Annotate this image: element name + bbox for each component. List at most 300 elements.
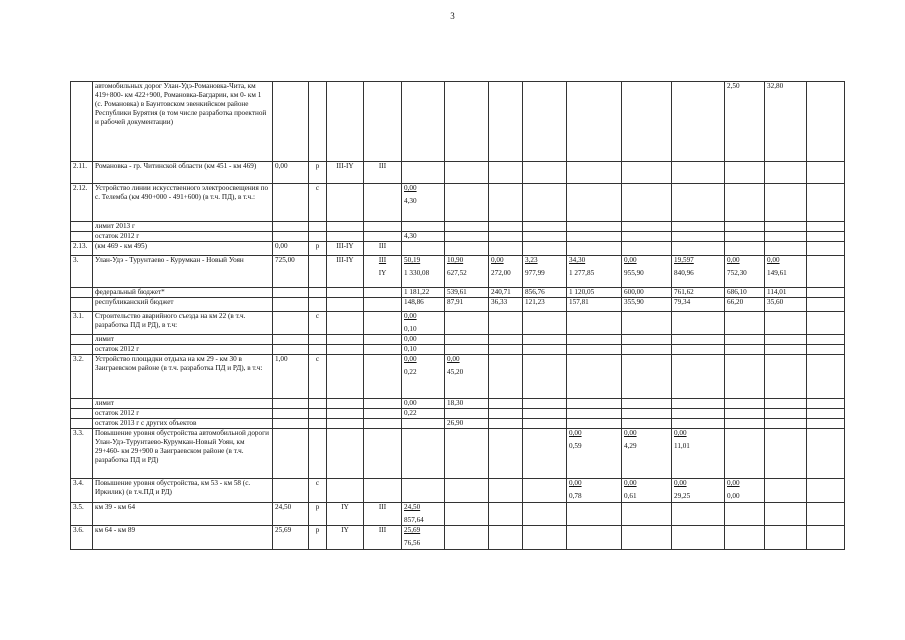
row-number [71,184,93,222]
value-cell-line: 10,90 [447,256,464,264]
value-cell [725,288,765,298]
row-type [309,298,327,312]
value-cell-line: 0,00 [727,256,740,264]
value-cell [807,222,845,232]
table-row [71,232,845,242]
row-number [71,526,93,550]
value-cell [807,312,845,335]
value-cell [445,232,489,242]
value-cell [402,335,445,345]
value-cell [765,503,807,526]
value-cell-line: 240,71 [491,288,511,296]
row-type [309,82,327,162]
value-cell [523,162,567,184]
value-cell [445,429,489,479]
value-cell [765,526,807,550]
value-cell [523,419,567,429]
table-row [71,399,845,409]
value-cell [807,184,845,222]
value-cell [489,355,523,399]
value-cell [672,298,725,312]
row-description-line: республиканский бюджет [95,298,174,306]
row-number [71,222,93,232]
row-class [364,399,402,409]
value-cell [807,526,845,550]
row-category [327,419,364,429]
value-cell [672,242,725,256]
row-type [309,222,327,232]
row-class [364,222,402,232]
value-cell-line: 761,62 [674,288,694,296]
row-category [327,242,364,256]
value-cell [402,409,445,419]
value-cell-line: 11,01 [674,442,690,450]
row-type [309,355,327,399]
value-cell [622,479,672,503]
value-cell [622,429,672,479]
row-class [364,82,402,162]
value-cell-line: 26,90 [447,419,464,427]
value-cell-line: 87,91 [447,298,464,306]
row-category [327,479,364,503]
value-cell [765,288,807,298]
row-type-line: р [315,526,320,534]
value-cell [523,82,567,162]
value-cell [672,419,725,429]
page-number: 3 [450,11,455,21]
row-category-line: III-IY [336,162,354,170]
value-cell [523,232,567,242]
value-cell [445,409,489,419]
row-type [309,335,327,345]
value-cell [765,82,807,162]
row-length-line: 1,00 [275,355,288,363]
value-cell [622,335,672,345]
value-cell [489,162,523,184]
value-cell [807,162,845,184]
row-number [71,419,93,429]
value-cell-line: 0,00 [404,355,417,363]
value-cell [622,409,672,419]
value-cell [489,298,523,312]
value-cell-line: 686,10 [727,288,747,296]
value-cell [672,162,725,184]
row-description [93,479,273,503]
value-cell [622,345,672,355]
value-cell [672,503,725,526]
row-description-line: км 64 - км 89 [95,526,136,534]
row-class [364,256,402,288]
value-cell [672,409,725,419]
row-type [309,312,327,335]
value-cell-line: 0,00 [569,479,582,487]
value-cell-line: 4,30 [404,232,417,240]
row-number-line: 3.6. [73,526,84,534]
value-cell [725,409,765,419]
value-cell [807,298,845,312]
row-number-line: 2.13. [73,242,88,250]
row-category [327,345,364,355]
value-cell [567,312,622,335]
value-cell [622,419,672,429]
row-type-line: с [315,184,320,192]
value-cell [489,256,523,288]
value-cell-line: 0,00 [404,312,417,320]
value-cell [725,345,765,355]
row-number-line: 2.12. [73,184,88,192]
row-class-line: III [378,256,387,264]
value-cell [523,335,567,345]
value-cell [445,184,489,222]
row-type-line: р [315,162,320,170]
value-cell [807,429,845,479]
value-cell [807,355,845,399]
value-cell [489,222,523,232]
row-type-line: с [315,355,320,363]
row-number [71,242,93,256]
value-cell [622,312,672,335]
value-cell [489,479,523,503]
value-cell [567,232,622,242]
row-number [71,335,93,345]
value-cell [672,184,725,222]
value-cell [567,242,622,256]
value-cell [523,288,567,298]
value-cell-line: 4,30 [404,197,417,205]
row-length [273,82,309,162]
value-cell [807,479,845,503]
value-cell-line: 24,50 [404,503,421,511]
value-cell-line: 114,01 [767,288,787,296]
row-category [327,409,364,419]
row-description [93,82,273,162]
row-category [327,82,364,162]
value-cell [489,419,523,429]
row-type [309,503,327,526]
row-number-line: 3.1. [73,312,84,320]
value-cell-line: 600,00 [624,288,644,296]
value-cell-line: 0,00 [674,429,687,437]
value-cell [725,298,765,312]
row-description-line: лимит [95,399,114,407]
row-description-line: Повышение уровня обустройства автомобильной дороги Улан-Удэ-Турунтаево-Курумкан-Новый Уоян, км 29+460- км 29+900 в Заиграевском районе (в т.ч. разработка ПД и РД) [95,429,269,464]
value-cell-line: 148,86 [404,298,424,306]
row-category [327,503,364,526]
value-cell [807,503,845,526]
value-cell [523,409,567,419]
row-number [71,162,93,184]
row-number [71,409,93,419]
row-category [327,399,364,409]
table-row [71,242,845,256]
row-class [364,345,402,355]
value-cell [807,256,845,288]
row-type-line: р [315,242,320,250]
value-cell [672,479,725,503]
row-length [273,355,309,399]
value-cell [567,82,622,162]
value-cell-line: 18,30 [447,399,464,407]
value-cell [672,399,725,409]
row-number-line: 3.5. [73,503,84,511]
value-cell [402,232,445,242]
value-cell [402,355,445,399]
value-cell [445,503,489,526]
value-cell [765,222,807,232]
value-cell [807,419,845,429]
value-cell [567,526,622,550]
table-body [71,82,845,550]
value-cell [672,232,725,242]
value-cell [725,479,765,503]
value-cell [402,242,445,256]
value-cell [402,429,445,479]
row-description-line: Улан-Удэ - Турунтаево - Курумкан - Новый Уоян [95,256,244,264]
value-cell [765,184,807,222]
row-length [273,312,309,335]
row-number [71,355,93,399]
row-length [273,288,309,298]
row-description [93,312,273,335]
value-cell [622,288,672,298]
row-class [364,503,402,526]
row-type [309,429,327,479]
value-cell [567,345,622,355]
row-length [273,298,309,312]
value-cell [445,419,489,429]
row-description [93,335,273,345]
value-cell [402,503,445,526]
value-cell [402,298,445,312]
table-row [71,479,845,503]
value-cell [765,298,807,312]
value-cell-line: 857,64 [404,516,424,524]
value-cell [445,479,489,503]
value-cell [489,232,523,242]
value-cell [489,184,523,222]
value-cell-line: 1 330,08 [404,269,430,277]
value-cell [523,355,567,399]
row-number [71,256,93,288]
value-cell-line: 1 120,05 [569,288,595,296]
value-cell [807,288,845,298]
value-cell [807,242,845,256]
row-class [364,162,402,184]
value-cell [523,526,567,550]
value-cell-line: 149,61 [767,269,787,277]
value-cell [489,335,523,345]
value-cell [445,222,489,232]
row-number [71,429,93,479]
value-cell-line: 0,78 [569,492,582,500]
row-number-line: 3.4. [73,479,84,487]
value-cell-line: 0,59 [569,442,582,450]
row-description [93,345,273,355]
row-length-line: 24,50 [275,503,292,511]
row-type-line: с [315,312,320,320]
row-class [364,526,402,550]
row-number-line: 3.3. [73,429,84,437]
row-type [309,184,327,222]
row-type [309,232,327,242]
value-cell [445,298,489,312]
value-cell [402,312,445,335]
row-number-line: 3.2. [73,355,84,363]
value-cell [445,399,489,409]
value-cell [523,503,567,526]
value-cell [765,232,807,242]
row-type [309,288,327,298]
value-cell [567,399,622,409]
row-description [93,355,273,399]
row-type-line: с [315,479,320,487]
row-description-line: остаток 2012 г [95,232,140,240]
value-cell [672,256,725,288]
row-type [309,419,327,429]
value-cell-line: 0,10 [404,345,417,353]
value-cell [402,479,445,503]
value-cell [445,256,489,288]
table-row [71,312,845,335]
value-cell [402,288,445,298]
row-description-line: федеральный бюджет* [95,288,165,296]
row-category [327,429,364,479]
row-description [93,184,273,222]
value-cell [567,429,622,479]
value-cell [765,429,807,479]
value-cell-line: 0,10 [404,325,417,333]
value-cell [725,232,765,242]
value-cell [672,222,725,232]
row-description-line: Строительство аварийного съезда на км 22 (в т.ч. разработка ПД и РД), в т.ч: [95,312,246,329]
value-cell [622,184,672,222]
value-cell [489,429,523,479]
row-class [364,184,402,222]
row-category-line: III-IY [336,242,354,250]
value-cell-line: 19,597 [674,256,694,264]
value-cell [445,345,489,355]
row-description-line: (км 469 - км 495) [95,242,148,250]
row-description-line: остаток 2012 г [95,345,140,353]
value-cell-line: 29,25 [674,492,691,500]
value-cell-line: 0,00 [569,429,582,437]
value-cell [402,256,445,288]
value-cell [445,162,489,184]
value-cell [489,399,523,409]
value-cell [622,162,672,184]
value-cell [765,162,807,184]
value-cell [765,399,807,409]
row-length-line: 25,69 [275,526,292,534]
road-program-table [70,81,845,550]
value-cell-line: 157,81 [569,298,589,306]
row-type [309,479,327,503]
value-cell [725,355,765,399]
table-row [71,409,845,419]
row-class-line: III [378,503,387,511]
row-length [273,409,309,419]
row-category [327,162,364,184]
value-cell [622,242,672,256]
value-cell [489,526,523,550]
row-category [327,222,364,232]
value-cell [567,479,622,503]
row-description [93,399,273,409]
value-cell-line: 34,30 [569,256,586,264]
value-cell-line: 0,00 [624,256,637,264]
value-cell-line: 977,99 [525,269,545,277]
value-cell [489,409,523,419]
row-class [364,429,402,479]
value-cell-line: 1 277,85 [569,269,595,277]
value-cell [672,335,725,345]
value-cell [622,355,672,399]
row-description [93,162,273,184]
row-description-line: км 39 - км 64 [95,503,136,511]
row-class-line: IY [378,269,387,277]
table-row [71,222,845,232]
value-cell-line: 0,00 [727,479,740,487]
row-length [273,526,309,550]
row-length [273,242,309,256]
table-row [71,345,845,355]
row-length [273,399,309,409]
value-cell [765,242,807,256]
value-cell [765,419,807,429]
value-cell [725,312,765,335]
row-category-line: III-IY [336,256,354,264]
row-class [364,419,402,429]
value-cell-line: 3,23 [525,256,538,264]
value-cell-line: 0,00 [404,184,417,192]
row-class [364,232,402,242]
row-class [364,409,402,419]
value-cell-line: 121,23 [525,298,545,306]
value-cell-line: 752,30 [727,269,747,277]
value-cell [489,242,523,256]
row-number [71,503,93,526]
value-cell [402,184,445,222]
table-row [71,526,845,550]
value-cell [725,256,765,288]
row-number [71,298,93,312]
row-length [273,419,309,429]
value-cell-line: 0,00 [624,479,637,487]
value-cell-line: 25,69 [404,526,421,534]
row-description [93,242,273,256]
row-type [309,399,327,409]
value-cell [402,82,445,162]
value-cell [622,82,672,162]
row-description [93,409,273,419]
table-row [71,184,845,222]
row-length [273,429,309,479]
value-cell [672,288,725,298]
row-category [327,312,364,335]
value-cell [765,312,807,335]
value-cell [567,256,622,288]
value-cell [765,355,807,399]
value-cell [672,526,725,550]
value-cell [765,409,807,419]
row-category [327,232,364,242]
value-cell [445,335,489,345]
value-cell [725,184,765,222]
row-number [71,345,93,355]
value-cell-line: 32,80 [767,82,784,90]
row-number-line: 3. [73,256,79,264]
value-cell [523,298,567,312]
